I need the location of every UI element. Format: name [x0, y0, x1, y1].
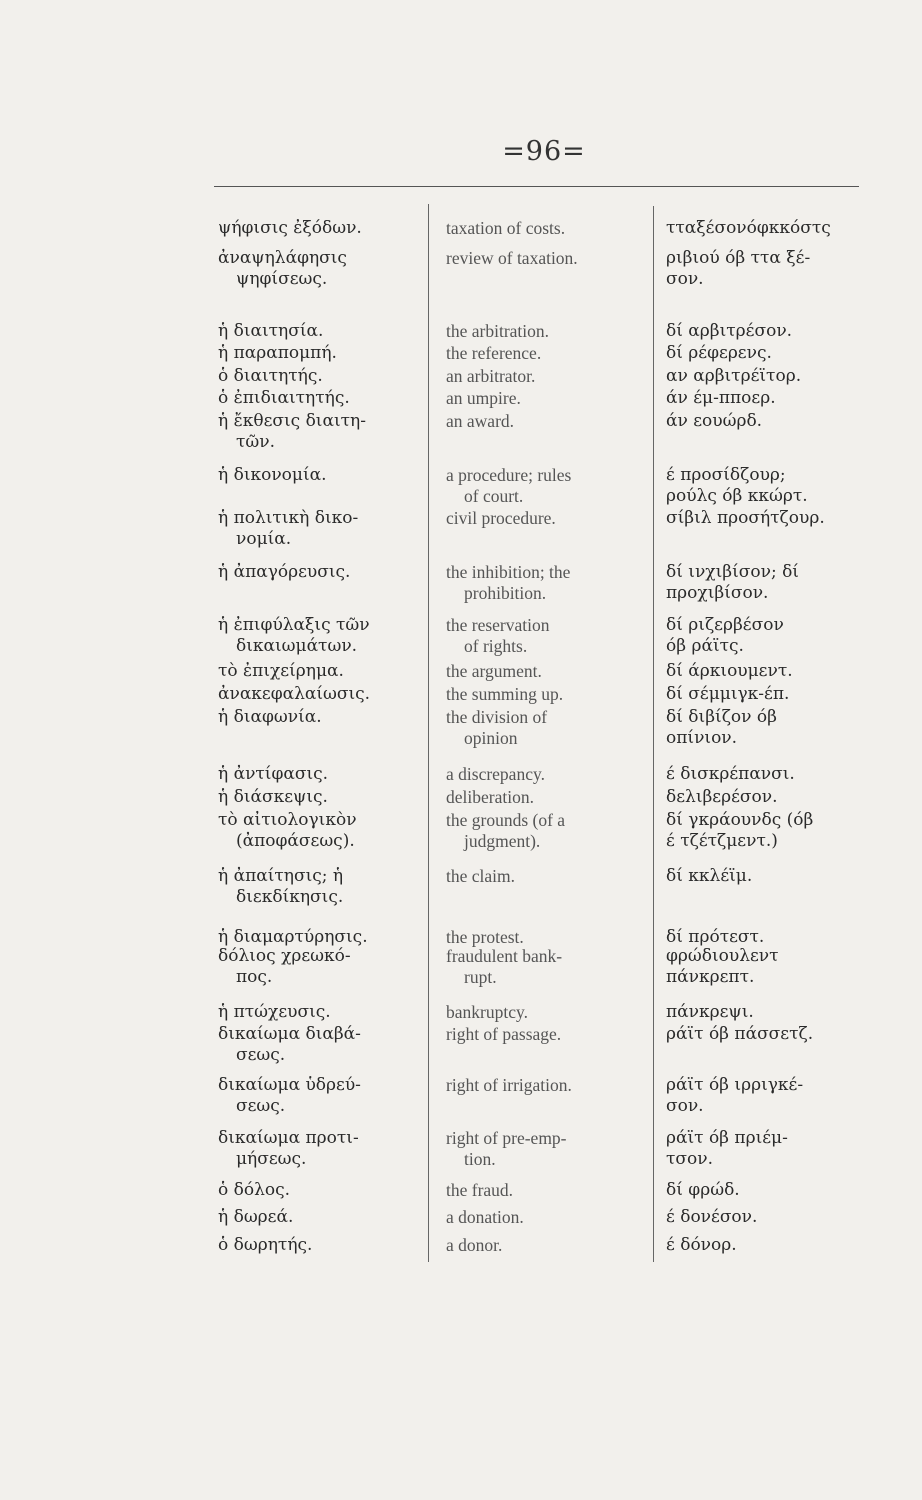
phonetic-term — [666, 218, 866, 239]
greek-term-line: ψήφισις ἐξόδων. — [218, 218, 362, 238]
english-term-line: a procedure; rules — [446, 465, 572, 485]
phonetic-term — [666, 388, 866, 409]
english-term-line: right of passage. — [446, 1024, 562, 1044]
english-term-line: an umpire. — [446, 388, 521, 408]
phonetic-term — [666, 810, 866, 852]
english-term-line: an award. — [446, 411, 515, 431]
english-term-line: a donation. — [446, 1207, 524, 1227]
greek-term — [218, 321, 424, 342]
english-term — [446, 764, 646, 785]
greek-term-line: δόλιος χρεωκό- — [218, 946, 351, 966]
phonetic-term-line: φρώδιουλεντ — [666, 946, 779, 966]
greek-term-line: ἡ ἐπιφύλαξις τῶν — [218, 615, 370, 635]
english-term-line: the claim. — [446, 866, 516, 886]
phonetic-term-line: προχιβίσον. — [666, 583, 769, 603]
greek-term-line: ὁ δωρητής. — [218, 1235, 313, 1255]
phonetic-term-line: πάνκρεπτ. — [666, 967, 755, 987]
english-term-line: taxation of costs. — [446, 218, 566, 238]
phonetic-term — [666, 1075, 866, 1117]
greek-term-line: τὸ αἰτιολογικὸν — [218, 810, 357, 830]
phonetic-term-line: έ δονέσον. — [666, 1207, 758, 1227]
greek-term-line: διεκδίκησις. — [236, 887, 344, 907]
page-number: =96= — [502, 136, 586, 167]
phonetic-term-line: σον. — [666, 269, 704, 289]
greek-term — [218, 927, 424, 948]
phonetic-term-line: έ προσίδζουρ; — [666, 465, 786, 485]
phonetic-term — [666, 411, 866, 432]
greek-term — [218, 661, 424, 682]
greek-term — [218, 366, 424, 387]
english-term — [446, 1075, 646, 1096]
english-term-line: the argument. — [446, 661, 542, 681]
phonetic-term — [666, 707, 866, 749]
english-term — [446, 810, 646, 852]
phonetic-term-line: ριβιού όβ ττα ξέ- — [666, 248, 811, 268]
english-term-line: an arbitrator. — [446, 366, 536, 386]
greek-term-line: ἡ πολιτικὴ δικο- — [218, 508, 359, 528]
column-divider-left — [428, 204, 429, 1262]
phonetic-term — [666, 1002, 866, 1023]
phonetic-term — [666, 764, 866, 785]
greek-term-line: ἡ ἀπαίτησις; ἡ — [218, 866, 344, 886]
phonetic-term-line: δελιβερέσον. — [666, 787, 778, 807]
english-term — [446, 1002, 646, 1023]
phonetic-term-line: ράϊτ όβ ιρριγκέ- — [666, 1075, 804, 1095]
phonetic-term-line: δί ινχιβίσον; δί — [666, 562, 799, 582]
phonetic-term — [666, 465, 866, 507]
english-term-line: a donor. — [446, 1235, 503, 1255]
header-rule — [214, 186, 859, 187]
english-term-line: prohibition. — [464, 583, 547, 603]
phonetic-term — [666, 1180, 866, 1201]
phonetic-term-line: δί φρώδ. — [666, 1180, 740, 1200]
greek-term — [218, 787, 424, 808]
phonetic-term — [666, 615, 866, 657]
english-term — [446, 787, 646, 808]
english-term-line: fraudulent bank- — [446, 946, 563, 966]
greek-term — [218, 1075, 424, 1117]
english-term-line: bankruptcy. — [446, 1002, 528, 1022]
greek-term — [218, 508, 424, 550]
phonetic-term-line: τταξέσονόφκκόστς — [666, 218, 831, 238]
english-term — [446, 661, 646, 682]
greek-term — [218, 1002, 424, 1023]
phonetic-term-line: τσον. — [666, 1149, 713, 1169]
english-term — [446, 343, 646, 364]
phonetic-term — [666, 1128, 866, 1170]
english-term-line: review of taxation. — [446, 248, 578, 268]
phonetic-term-line: άν εουώρδ. — [666, 411, 763, 431]
english-term-line: of rights. — [464, 636, 528, 656]
phonetic-term-line: ράϊτ όβ πριέμ- — [666, 1128, 788, 1148]
phonetic-term — [666, 321, 866, 342]
greek-term — [218, 1024, 424, 1066]
phonetic-term-line: οπίνιον. — [666, 728, 738, 748]
english-term-line: judgment). — [464, 831, 541, 851]
english-term — [446, 508, 646, 529]
column-divider-right — [653, 206, 654, 1262]
phonetic-term-line: δί ρέφερενς. — [666, 343, 772, 363]
greek-term-line: (ἀποφάσεως). — [236, 831, 355, 851]
english-term-line: the reservation — [446, 615, 550, 635]
phonetic-term — [666, 927, 866, 948]
greek-term — [218, 562, 424, 583]
phonetic-term-line: σον. — [666, 1096, 704, 1116]
phonetic-term — [666, 508, 866, 529]
english-term-line: a discrepancy. — [446, 764, 545, 784]
greek-term-line: ἡ πτώχευσις. — [218, 1002, 331, 1022]
english-term — [446, 946, 646, 988]
greek-term — [218, 707, 424, 728]
greek-term — [218, 411, 424, 453]
phonetic-term-line: δί διβίζον όβ — [666, 707, 777, 727]
greek-term-line: ἡ διαμαρτύρησις. — [218, 927, 368, 947]
english-term — [446, 465, 646, 507]
phonetic-term-line: έ τζέτζμεντ.) — [666, 831, 778, 851]
greek-term-line: ὁ διαιτητής. — [218, 366, 323, 386]
greek-term-line: νομία. — [236, 529, 292, 549]
phonetic-term-line: ράϊτ όβ πάσσετζ. — [666, 1024, 814, 1044]
greek-term-line: μήσεως. — [236, 1149, 307, 1169]
greek-term-line: τῶν. — [236, 432, 276, 452]
greek-term-line: ὁ ἐπιδιαιτητής. — [218, 388, 350, 408]
phonetic-term — [666, 248, 866, 290]
greek-term — [218, 615, 424, 657]
greek-term-line: ἡ διαφωνία. — [218, 707, 322, 727]
english-term — [446, 1207, 646, 1228]
phonetic-term — [666, 366, 866, 387]
greek-term-line: σεως. — [236, 1096, 286, 1116]
greek-term-line: ἡ δωρεά. — [218, 1207, 294, 1227]
english-term-line: rupt. — [464, 967, 497, 987]
greek-term — [218, 684, 424, 705]
greek-term — [218, 866, 424, 908]
english-term — [446, 927, 646, 948]
phonetic-term-line: πάνκρεψι. — [666, 1002, 754, 1022]
phonetic-term — [666, 1235, 866, 1256]
phonetic-term — [666, 684, 866, 705]
phonetic-term-line: δί άρκιουμεντ. — [666, 661, 793, 681]
english-term — [446, 1180, 646, 1201]
greek-term-line: ἡ ἔκθεσις διαιτη- — [218, 411, 366, 431]
english-term-line: the arbitration. — [446, 321, 550, 341]
greek-term-line: ἡ ἀντίφασις. — [218, 764, 329, 784]
greek-term — [218, 343, 424, 364]
greek-term — [218, 946, 424, 988]
phonetic-term-line: δί ριζερβέσον — [666, 615, 784, 635]
english-term-line: the grounds (of a — [446, 810, 566, 830]
english-term — [446, 562, 646, 604]
greek-term-line: ἀνακεφαλαίωσις. — [218, 684, 371, 704]
english-term-line: the inhibition; the — [446, 562, 571, 582]
greek-term — [218, 465, 424, 486]
greek-term — [218, 248, 424, 290]
greek-term — [218, 1235, 424, 1256]
greek-term — [218, 764, 424, 785]
english-term-line: of court. — [464, 486, 524, 506]
phonetic-term — [666, 562, 866, 604]
greek-term-line: δικαίωμα διαβά- — [218, 1024, 361, 1044]
english-term — [446, 366, 646, 387]
greek-term — [218, 388, 424, 409]
english-term — [446, 684, 646, 705]
greek-term-line: δικαίωμα προτι- — [218, 1128, 359, 1148]
english-term — [446, 707, 646, 749]
english-term-line: civil procedure. — [446, 508, 556, 528]
greek-term — [218, 1207, 424, 1228]
english-term — [446, 321, 646, 342]
english-term — [446, 388, 646, 409]
phonetic-term — [666, 1024, 866, 1045]
greek-term-line: τὸ ἐπιχείρημα. — [218, 661, 344, 681]
phonetic-term — [666, 946, 866, 988]
english-term-line: tion. — [464, 1149, 496, 1169]
english-term — [446, 1235, 646, 1256]
english-term-line: the protest. — [446, 927, 524, 947]
greek-term — [218, 810, 424, 852]
english-term-line: deliberation. — [446, 787, 534, 807]
phonetic-term-line: δί γκράουνδς (όβ — [666, 810, 814, 830]
english-term — [446, 411, 646, 432]
greek-term — [218, 218, 424, 239]
phonetic-term-line: αν αρβιτρέϊτορ. — [666, 366, 802, 386]
greek-term-line: δικαίωμα ὑδρεύ- — [218, 1075, 361, 1095]
phonetic-term — [666, 787, 866, 808]
english-term — [446, 248, 646, 269]
greek-term-line: ἀναψηλάφησις — [218, 248, 347, 268]
english-term-line: opinion — [464, 728, 518, 748]
greek-term-line: δικαιωμάτων. — [236, 636, 358, 656]
phonetic-term-line: δί αρβιτρέσον. — [666, 321, 793, 341]
greek-term-line: ἡ διαιτησία. — [218, 321, 324, 341]
english-term-line: right of irrigation. — [446, 1075, 572, 1095]
greek-term — [218, 1128, 424, 1170]
english-term-line: the summing up. — [446, 684, 564, 704]
phonetic-term — [666, 1207, 866, 1228]
phonetic-term-line: όβ ράϊτς. — [666, 636, 744, 656]
phonetic-term-line: έ δόνορ. — [666, 1235, 737, 1255]
phonetic-term-line: δί σέμμιγκ-έπ. — [666, 684, 790, 704]
greek-term-line: ψηφίσεως. — [236, 269, 328, 289]
phonetic-term-line: σίβιλ προσήτζουρ. — [666, 508, 825, 528]
greek-term-line: ἡ ἀπαγόρευσις. — [218, 562, 351, 582]
phonetic-term-line: άν έμ-πποερ. — [666, 388, 776, 408]
english-term-line: the fraud. — [446, 1180, 514, 1200]
phonetic-term-line: ρούλς όβ κκώρτ. — [666, 486, 808, 506]
english-term — [446, 218, 646, 239]
greek-term — [218, 1180, 424, 1201]
english-term-line: the reference. — [446, 343, 542, 363]
english-term — [446, 1128, 646, 1170]
phonetic-term-line: δί πρότεστ. — [666, 927, 765, 947]
english-term — [446, 615, 646, 657]
english-term-line: right of pre-emp- — [446, 1128, 567, 1148]
greek-term-line: σεως. — [236, 1045, 286, 1065]
phonetic-term — [666, 866, 866, 887]
greek-term-line: ὁ δόλος. — [218, 1180, 291, 1200]
greek-term-line: ἡ διάσκεψις. — [218, 787, 328, 807]
english-term-line: the division of — [446, 707, 548, 727]
english-term — [446, 866, 646, 887]
phonetic-term-line: έ δισκρέπανσι. — [666, 764, 795, 784]
english-term — [446, 1024, 646, 1045]
greek-term-line: ἡ δικονομία. — [218, 465, 327, 485]
greek-term-line: πος. — [236, 967, 273, 987]
phonetic-term — [666, 661, 866, 682]
phonetic-term-line: δί κκλέϊμ. — [666, 866, 753, 886]
greek-term-line: ἡ παραπομπή. — [218, 343, 337, 363]
phonetic-term — [666, 343, 866, 364]
